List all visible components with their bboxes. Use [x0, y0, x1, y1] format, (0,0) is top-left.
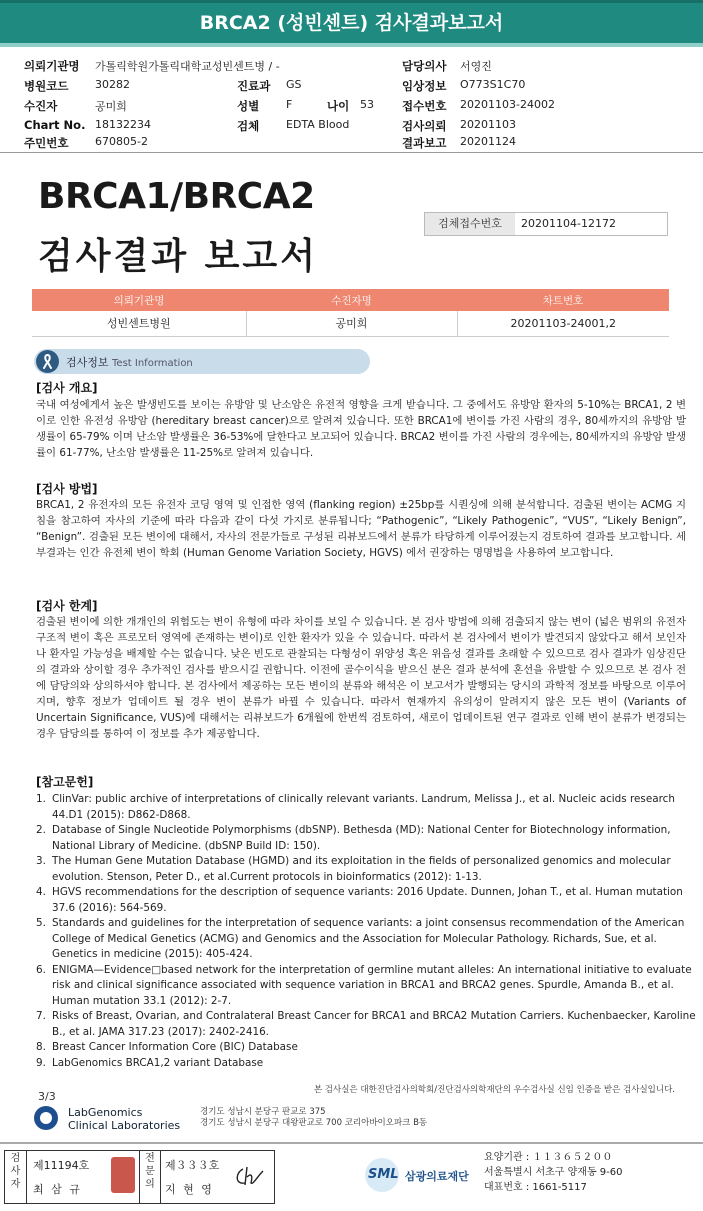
tester-name: 최 삼 규 [33, 1183, 82, 1196]
header-label: 임상정보 [402, 79, 447, 93]
header-label: Chart No. [24, 118, 86, 132]
lab-address: 경기도 성남시 분당구 판교로 375 경기도 성남시 분당구 대왕판교로 700 코리아바이오파크 B동 [200, 1107, 428, 1128]
header-label: 의뢰기관명 [24, 59, 80, 73]
table-header-cell: 수진자명 [246, 289, 457, 311]
list-item: 9. LabGenomics BRCA1,2 variant Database [36, 1056, 264, 1069]
list-item: 5. Standards and guidelines for the interpretation of sequence variants: a joint consensus recommendation of the American College of Medical Genetics (ACMG) and Genomics and the Association for Molecular Pathology. Richards, Sue, et al. Genetics in medicine (2015): 405-424. [36, 917, 685, 960]
org-name: 삼광의료재단 [405, 1170, 469, 1183]
list-item: 2. Database of Single Nucleotide Polymorphisms (dbSNP). Bethesda (MD): National Center for Biotechnology information, National Library of Medicine. (dbSNP Build ID: 150). [36, 824, 671, 852]
table-cell: 20201103-24001,2 [457, 311, 669, 336]
seal-stamp-icon [111, 1157, 135, 1193]
org-phone: 대표번호 : 1661-5117 [484, 1182, 587, 1193]
table-cell: 공미희 [246, 311, 457, 336]
header-divider [0, 152, 703, 153]
table-row [32, 311, 669, 336]
header-label: 주민번호 [24, 136, 69, 150]
section-heading: [참고문헌] [36, 775, 94, 789]
list-item: 1. ClinVar: public archive of interpretations of clinically relevant variants. Landrum, Melissa J., et al. Nucleic acids research 44.D1 (2015): D862-D868. [36, 793, 675, 821]
header-label: 접수번호 [402, 99, 447, 113]
header-label: 병원코드 [24, 79, 69, 93]
header-value: 가톨릭학원가톨릭대학교성빈센트병 / - [95, 60, 280, 73]
header-label: 검사의뢰 [402, 119, 447, 133]
list-item: 7. Risks of Breast, Ovarian, and Contralateral Breast Cancer for BRCA1 and BRCA2 Mutation Carriers. Kuchenbaecker, Karoline B., et al. JAMA 317.23 (2017): 2402-2416. [36, 1010, 696, 1038]
org-code: 요양기관 : １１３６５２００ [484, 1152, 613, 1163]
overview-paragraph: 국내 여성에게서 높은 발생빈도를 보이는 유방암 및 난소암은 유전적 영향을 크게 받습니다. 그 중에서도 유방암 환자의 5-10%는 BRCA1, 2 변이로 인한 유전성 유방암 (hereditary breast cancer)으로 알려져 있습니다. 또한 BRCA1에 변이를 가진 사람의 경우, 80세까지의 유방암 발생률이 65-79% 이며 난소암 발생률은 36-53%에 달한다고 보고되어 있습니다. BRCA2 변이를 가진 사람의 경우에는, 80세까지의 유방암 발생률이 61-77%, 난소암 발생률은 11-25%로 알려져 있습니다. [36, 399, 686, 459]
page-number: 3/3 [38, 1090, 56, 1103]
test-info-pill [34, 349, 370, 374]
signature-icon [233, 1163, 267, 1189]
banner-title: BRCA2 (성빈센트) 검사결과보고서 [199, 12, 504, 34]
footer-divider [0, 1142, 703, 1144]
section-heading: [검사 개요] [36, 381, 98, 395]
report-title-line1: BRCA1/BRCA2 [38, 176, 315, 217]
header-value: F [286, 98, 293, 111]
doctor-name: 지 현 영 [165, 1183, 214, 1196]
sml-logo-text: SML [368, 1167, 399, 1182]
pill-text [66, 354, 193, 370]
section-heading: [검사 한계] [36, 599, 98, 613]
certification-note: 본 검사실은 대한진단검사의학회/진단검사의학재단의 우수검사실 신임 인증을 받은 검사실입니다. [313, 1085, 675, 1095]
header-value: GS [286, 78, 302, 91]
header-label: 수진자 [24, 99, 58, 113]
method-paragraph: BRCA1, 2 유전자의 모든 유전자 코딩 영역 및 인접한 영역 (flanking region) ±25bp를 시퀀싱에 의해 분석합니다. 검출된 변이는 ACMG 지침을 참고하여 자사의 기준에 따라 다음과 같이 다섯 가지로 분류됩니다; “Pathogenic”, “Likely Pathogenic”, “VUS”, “Likely Benign”, “Benign”. 검출된 모든 변이에 대해서, 자사의 전문가들로 구성된 리뷰보드에서 분류가 타당하게 이루어졌는지 검토하여 결과를 보고합니다. 세부결과는 인간 유전체 변이 학회 (Human Genome Variation Society, HGVS) 에서 권장하는 명명법을 사용하여 보고합니다. [36, 499, 686, 559]
pill-label-en: Test Information [112, 358, 193, 369]
header-value: 공미희 [95, 100, 127, 113]
tester-license-no: 제11194호 [33, 1159, 90, 1172]
limitation-paragraph: 검출된 변이에 의한 개개인의 위험도는 변이 유형에 따라 차이를 보일 수 있습니다. 본 검사 방법에 의해 검출되지 않는 변이 (넓은 범위의 유전자 구조적 변이 혹은 프로모터 영역에 존재하는 변이)로 인한 환자가 있을 수 있습니다. 따라서 본 검사에서 변이가 발견되지 않았다고 해서 보인자나 환자일 가능성을 배제할 수는 없습니다. 낮은 빈도로 관찰되는 다형성이 위양성 혹은 위음성 결과를 초래할 수 있으므로 검사 결과가 임상진단의 결과와 상이할 경우 추가적인 검사를 받으시길 권합니다. 이전에 골수이식을 받으신 분은 결과 분석에 혼선을 유발할 수 있으므로 본 검사 전에 담당의와 상의하셔야 합니다. 본 검사에서 제공하는 모든 변이의 분류와 해석은 이 보고서가 발행되는 당시의 과학적 정보를 바탕으로 이루어지며, 향후 정보가 업데이트 될 경우 변이 분류가 바뀔 수 있습니다. 따라서 현재까지 유의성이 알려지지 않은 모든 변이 (Variants of Uncertain Significance, VUS)에 대해서는 리뷰보드가 6개월에 한번씩 검토하여, 새로이 업데이트된 연구 결과로 인해 변이 분류가 변경되는 경우 담당의를 통하여 이 정보를 추가 제공합니다. [36, 616, 686, 740]
header-label: 결과보고 [402, 136, 447, 150]
header-value: 서영진 [460, 60, 492, 73]
org-address: 서울특별시 서초구 양재동 9-60 [484, 1167, 623, 1178]
header-label: 담당의사 [402, 59, 447, 73]
patient-info-table [32, 289, 669, 337]
header-value: 670805-2 [95, 135, 148, 148]
doctor-vertical-label: 전 문 의 [139, 1151, 161, 1203]
section-heading: [검사 방법] [36, 482, 98, 496]
tester-vertical-label: 검 사 자 [5, 1151, 27, 1203]
age-value: 53 [360, 98, 374, 111]
header-label: 검체 [237, 119, 260, 133]
list-item: 3. The Human Gene Mutation Database (HGMD) and its exploitation in the fields of personalized genomics and molecular evolution. Stenson, Peter D., et al.Current protocols in bioinformatics (2012): 1-13. [36, 855, 671, 883]
age-label: 나이 [327, 99, 350, 113]
signature-footer [0, 1146, 703, 1211]
list-item: 8. Breast Cancer Information Core (BIC) Database [36, 1041, 298, 1053]
header-label: 진료과 [237, 79, 271, 93]
receipt-value: 20201104-12172 [521, 217, 616, 230]
header-value: 30282 [95, 78, 130, 91]
labgenomics-logo-icon [34, 1106, 58, 1130]
list-item: 6. ENIGMA—Evidence□based network for the interpretation of germline mutant alleles: An international initiative to evaluate risk and clinical significance associated with sequence variation in BRCA1 and BRCA2 genes. Spurdle, Amanda B., et al. Human mutation 33.1 (2012): 2-7. [36, 963, 692, 1007]
table-header-cell: 의뢰기관명 [32, 289, 246, 311]
header-label: 성별 [237, 99, 260, 113]
table-header-row [32, 289, 669, 311]
lab-name: LabGenomics Clinical Laboratories [68, 1106, 181, 1132]
header-value: EDTA Blood [286, 118, 350, 131]
reference-list [36, 792, 696, 1071]
header-value: 18132234 [95, 118, 151, 131]
org-info [484, 1150, 623, 1195]
report-title-line2: 검사결과 보고서 [38, 236, 318, 277]
awareness-ribbon-icon [36, 350, 59, 373]
doctor-license-no: 제３３３호 [165, 1159, 220, 1172]
signature-box [4, 1150, 275, 1204]
receipt-label: 검체접수번호 [425, 213, 515, 235]
list-item: 4. HGVS recommendations for the description of sequence variants: 2016 Update. Dunnen, Johan T., et al. Human mutation 37.6 (2016): 564-569. [36, 886, 683, 914]
table-header-cell: 차트번호 [457, 289, 669, 311]
header-value: 20201124 [460, 135, 516, 148]
header-value: 20201103-24002 [460, 98, 555, 111]
receipt-number-box [424, 212, 668, 236]
pill-label: 검사정보 [66, 356, 109, 369]
report-banner [0, 0, 703, 47]
header-value: 20201103 [460, 118, 516, 131]
table-cell: 성빈센트병원 [32, 311, 246, 336]
header-value: O773S1C70 [460, 78, 526, 91]
patient-header [0, 53, 703, 153]
